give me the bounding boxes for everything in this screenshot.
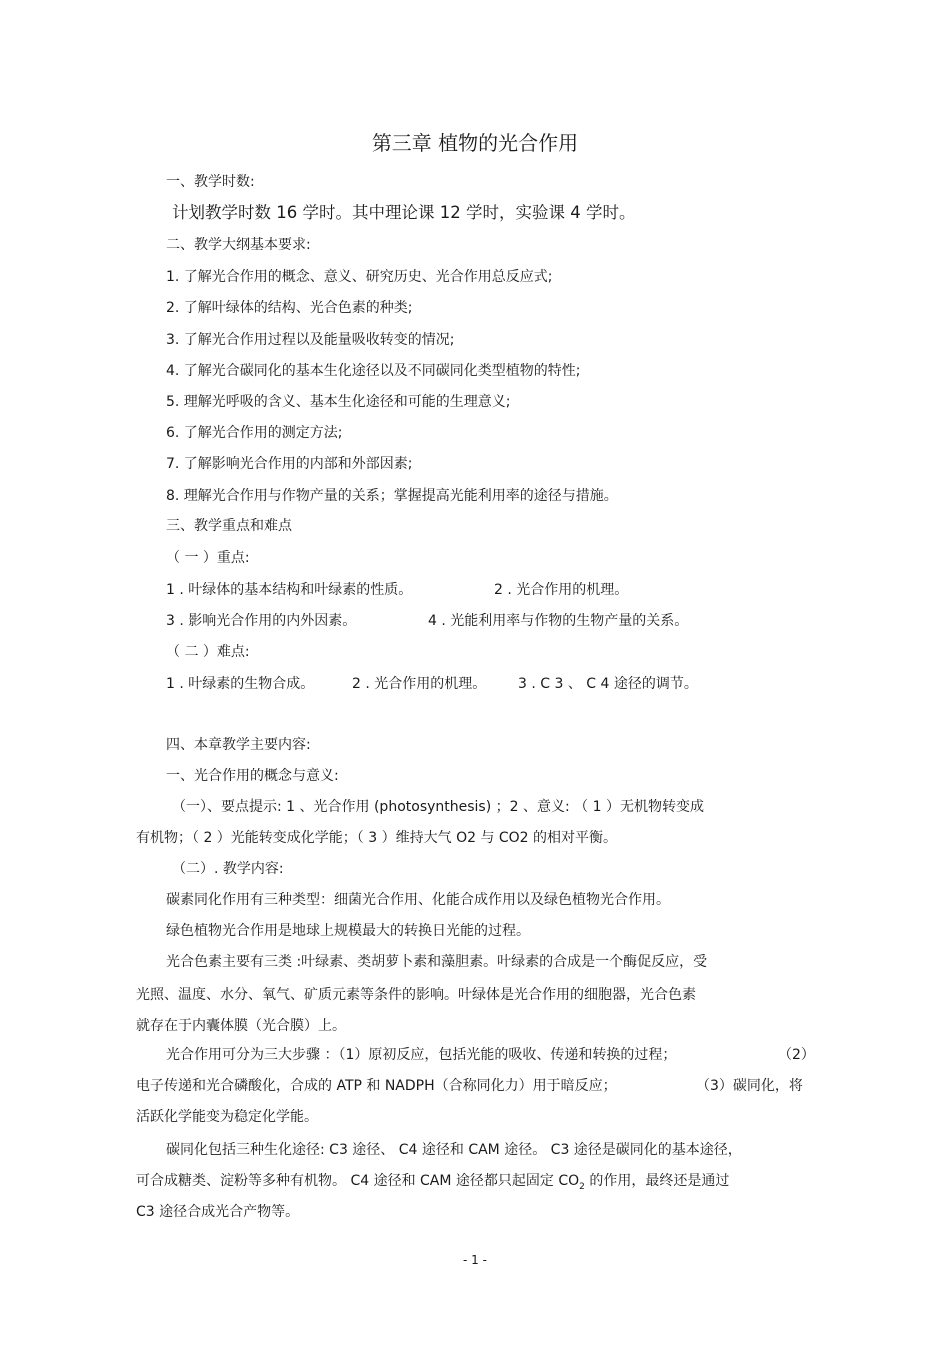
paragraph-pigments-line: 就存在于内囊体膜（光合膜）上。 <box>136 1018 346 1034</box>
points-line: 有机物；（ 2 ）光能转变成化学能；（ 3 ）维持大气 O2 与 CO2 的相对平衡。 <box>136 830 618 846</box>
requirement-item: 1. 了解光合作用的概念、意义、研究历史、光合作用总反应式; <box>166 269 553 285</box>
subscript: 2 <box>579 1181 585 1192</box>
paragraph-pathways-line: C3 途径合成光合产物等。 <box>136 1204 300 1220</box>
pathways-text: 可合成糖类、淀粉等多种有机物。 C4 途径和 CAM 途径都只起固定 CO <box>136 1173 580 1189</box>
difficult-point: 3 . C 3 、 C 4 途径的调节。 <box>518 676 698 692</box>
paragraph-steps-line: 光合作用可分为三大步骤 ：（1）原初反应，包括光能的吸收、传递和转换的过程； <box>166 1047 677 1063</box>
requirement-item: 4. 了解光合碳同化的基本生化途径以及不同碳同化类型植物的特性; <box>166 363 581 379</box>
paragraph-carbon-assimilation: 碳素同化作用有三种类型：细菌光合作用、化能合成作用以及绿色植物光合作用。 <box>166 892 670 908</box>
difficult-point: 1 . 叶绿素的生物合成。 <box>166 676 315 692</box>
requirement-item: 8. 理解光合作用与作物产量的关系；掌握提高光能利用率的途径与措施。 <box>166 488 618 504</box>
paragraph-solar-energy: 绿色植物光合作用是地球上规模最大的转换日光能的过程。 <box>166 923 530 939</box>
paragraph-steps-line: 电子传递和光合磷酸化，合成的 ATP 和 NADPH（合称同化力）用于暗反应； <box>136 1078 617 1094</box>
requirement-item: 6. 了解光合作用的测定方法; <box>166 425 343 441</box>
section-4-heading: 四、本章教学主要内容: <box>166 737 311 753</box>
key-points-heading: （ 一 ）重点: <box>166 550 250 566</box>
section-3-heading: 三、教学重点和难点 <box>166 518 292 534</box>
section-1-body: 计划教学时数 16 学时。其中理论课 12 学时，实验课 4 学时。 <box>172 203 636 222</box>
points-line: （一）、要点提示: 1 、光合作用 (photosynthesis) ；2 、意义: （ 1 ）无机物转变成 <box>172 799 704 815</box>
requirement-item: 3. 了解光合作用过程以及能量吸收转变的情况; <box>166 332 455 348</box>
section-1-heading: 一、教学时数: <box>166 174 255 190</box>
key-point: 3 . 影响光合作用的内外因素。 <box>166 613 357 629</box>
section-2-heading: 二、教学大纲基本要求: <box>166 237 311 253</box>
page-title: 第三章 植物的光合作用 <box>371 131 579 155</box>
content-heading: （二）. 教学内容: <box>172 861 284 877</box>
requirement-item: 5. 理解光呼吸的含义、基本生化途径和可能的生理意义; <box>166 394 511 410</box>
key-point: 2 . 光合作用的机理。 <box>494 582 629 598</box>
pathways-text: 的作用，最终还是通过 <box>584 1173 730 1189</box>
difficult-points-heading: （ 二 ）难点: <box>166 644 250 660</box>
key-point: 4 . 光能利用率与作物的生物产量的关系。 <box>428 613 689 629</box>
subsection-1-heading: 一、光合作用的概念与意义: <box>166 768 339 784</box>
requirement-item: 7. 了解影响光合作用的内部和外部因素; <box>166 456 413 472</box>
paragraph-pathways-line <box>136 1171 729 1197</box>
difficult-point: 2 . 光合作用的机理。 <box>352 676 487 692</box>
paragraph-steps-line: （3）碳同化，将 <box>696 1078 803 1094</box>
key-point: 1 . 叶绿体的基本结构和叶绿素的性质。 <box>166 582 413 598</box>
page-number: - 1 - <box>463 1253 487 1267</box>
paragraph-steps-line: （2） <box>778 1047 815 1063</box>
paragraph-steps-line: 活跃化学能变为稳定化学能。 <box>136 1109 318 1125</box>
paragraph-pigments-line: 光照、温度、水分、氧气、矿质元素等条件的影响。叶绿体是光合作用的细胞器，光合色素 <box>136 987 696 1003</box>
paragraph-pigments-line: 光合色素主要有三类 :叶绿素、类胡萝卜素和藻胆素。叶绿素的合成是一个酶促反应，受 <box>166 954 708 970</box>
requirement-item: 2. 了解叶绿体的结构、光合色素的种类; <box>166 300 413 316</box>
paragraph-pathways-line: 碳同化包括三种生化途径: C3 途径、 C4 途径和 CAM 途径。 C3 途径是碳同化的基本途径， <box>166 1142 742 1158</box>
